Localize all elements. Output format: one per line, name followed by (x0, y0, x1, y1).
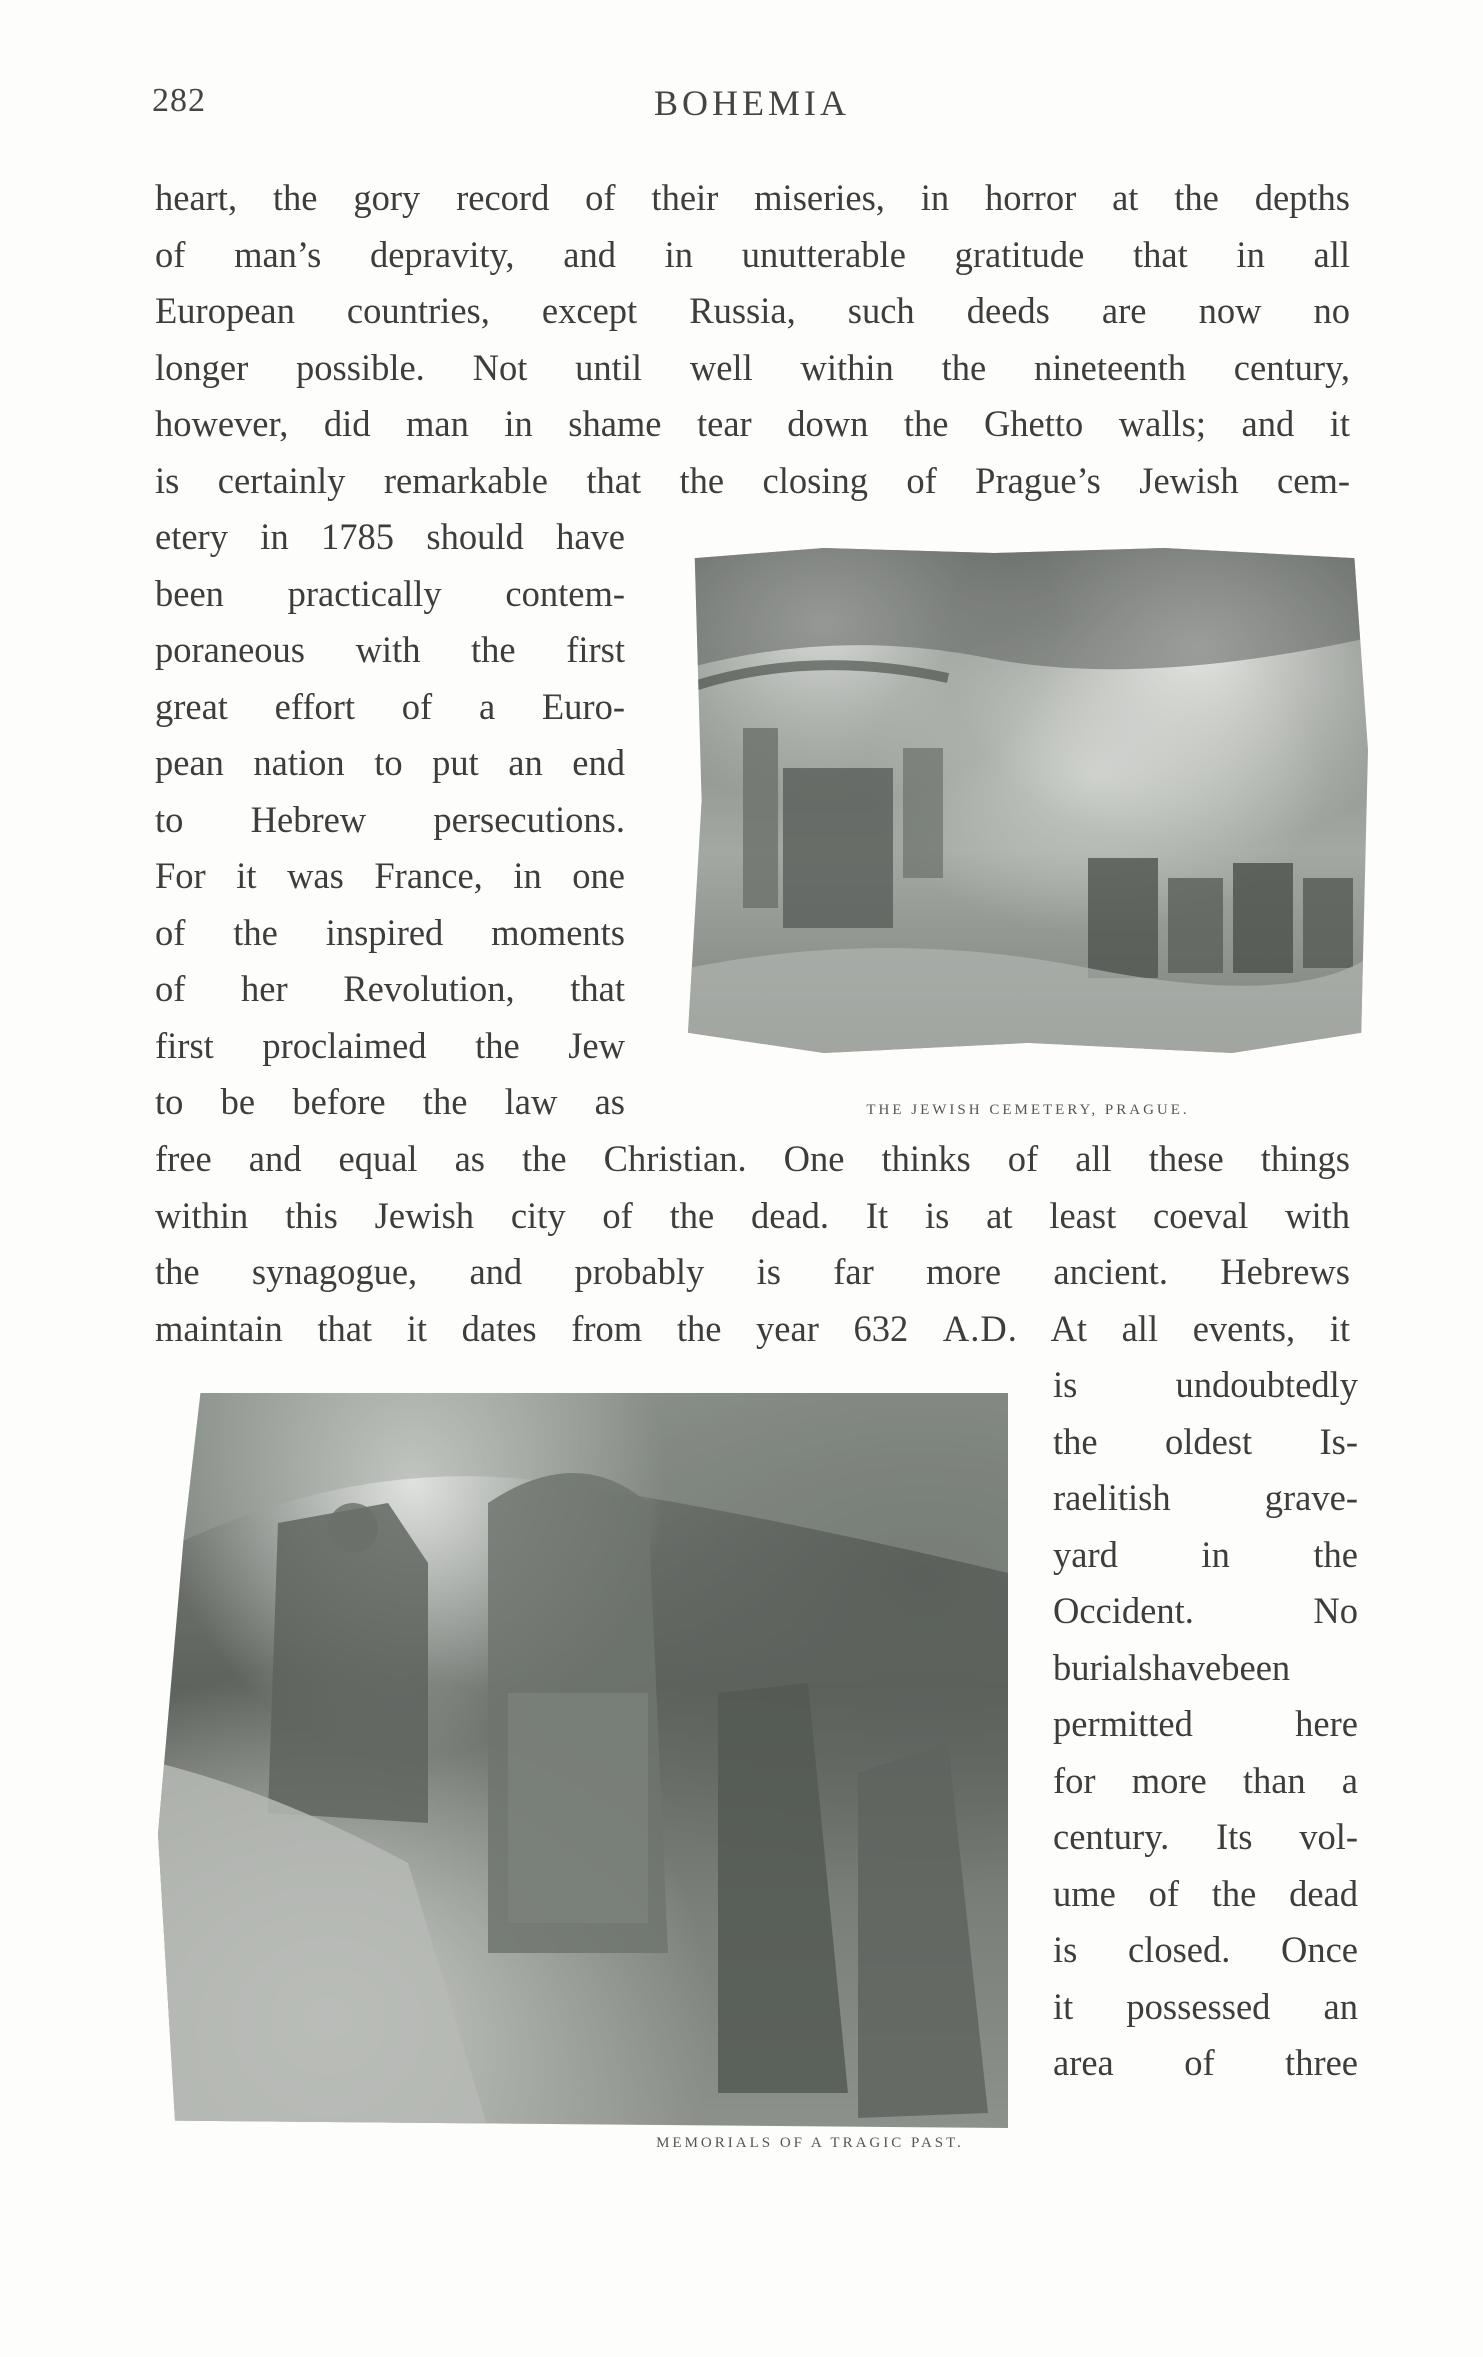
text-line: burialshavebeen (1053, 1646, 1291, 1688)
text-line: Occident. No (1053, 1590, 1358, 1631)
text-line: yard in the (1053, 1533, 1358, 1575)
text-line (155, 1301, 1350, 1358)
text-line: it possessed an (1053, 1985, 1358, 2027)
text-line: European countries, except Russia, such deeds are now no (155, 290, 1350, 331)
text-segment: maintain that it dates from the year 632 (155, 1307, 909, 1349)
text-line: the synagogue, and probably is far more ancient. Hebrews (155, 1251, 1350, 1292)
text-line: the oldest Is- (1053, 1420, 1358, 1462)
paragraph-middle (155, 1131, 1350, 1357)
text-line: first proclaimed the Jew (155, 1024, 625, 1066)
text-line: of her Revolution, that (155, 968, 625, 1009)
page-header (152, 82, 1352, 132)
paragraph-left-column (155, 509, 625, 1131)
paragraph-top (155, 170, 1350, 509)
text-line: of the inspired moments (155, 911, 625, 953)
text-line: century. Its vol- (1053, 1816, 1358, 1857)
era-abbreviation: A.D. (942, 1307, 1018, 1349)
text-line: within this Jewish city of the dead. It is at least coeval with (155, 1194, 1350, 1236)
text-line: to be before the law as (155, 1081, 625, 1122)
text-line: area of three (1053, 2042, 1358, 2083)
figure2-caption: MEMORIALS OF A TRAGIC PAST. (656, 2135, 964, 2151)
text-line: is certainly remarkable that the closing of Prague’s Jewish cem- (155, 459, 1350, 501)
text-line: For it was France, in one (155, 855, 625, 896)
text-line: great effort of a Euro- (155, 685, 625, 727)
text-line: to Hebrew persecutions. (155, 798, 625, 840)
text-line: permitted here (1053, 1703, 1358, 1744)
text-line: free and equal as the Christian. One thinks of all these things (155, 1138, 1350, 1179)
figure1-caption: THE JEWISH CEMETERY, PRAGUE. (866, 1102, 1190, 1118)
text-line: longer possible. Not until well within the nineteenth century, (155, 346, 1350, 388)
memorials-photo (158, 1393, 1008, 2128)
text-line: etery in 1785 should have (155, 516, 625, 557)
text-line: been practically contem- (155, 572, 625, 614)
text-line: however, did man in shame tear down the Ghetto walls; and it (155, 403, 1350, 444)
running-title: BOHEMIA (654, 83, 850, 123)
text-line: is undoubtedly (1053, 1364, 1358, 1405)
cemetery-illustration (688, 548, 1368, 1053)
text-line: raelitish grave- (1053, 1477, 1358, 1518)
memorials-illustration (158, 1393, 1008, 2128)
paragraph-right-column (1053, 1357, 1358, 2092)
text-line: for more than a (1053, 1759, 1358, 1801)
text-line: poraneous with the first (155, 629, 625, 670)
cemetery-photo (688, 548, 1368, 1053)
text-line: heart, the gory record of their miseries, in horror at the depths (155, 177, 1350, 218)
text-line: is closed. Once (1053, 1929, 1358, 1970)
page-number: 282 (152, 82, 206, 119)
text-line: ume of the dead (1053, 1872, 1358, 1914)
text-segment: At all events, it (1050, 1307, 1350, 1349)
text-line: of man’s depravity, and in unutterable gratitude that in all (155, 233, 1350, 275)
text-line: pean nation to put an end (155, 742, 625, 783)
